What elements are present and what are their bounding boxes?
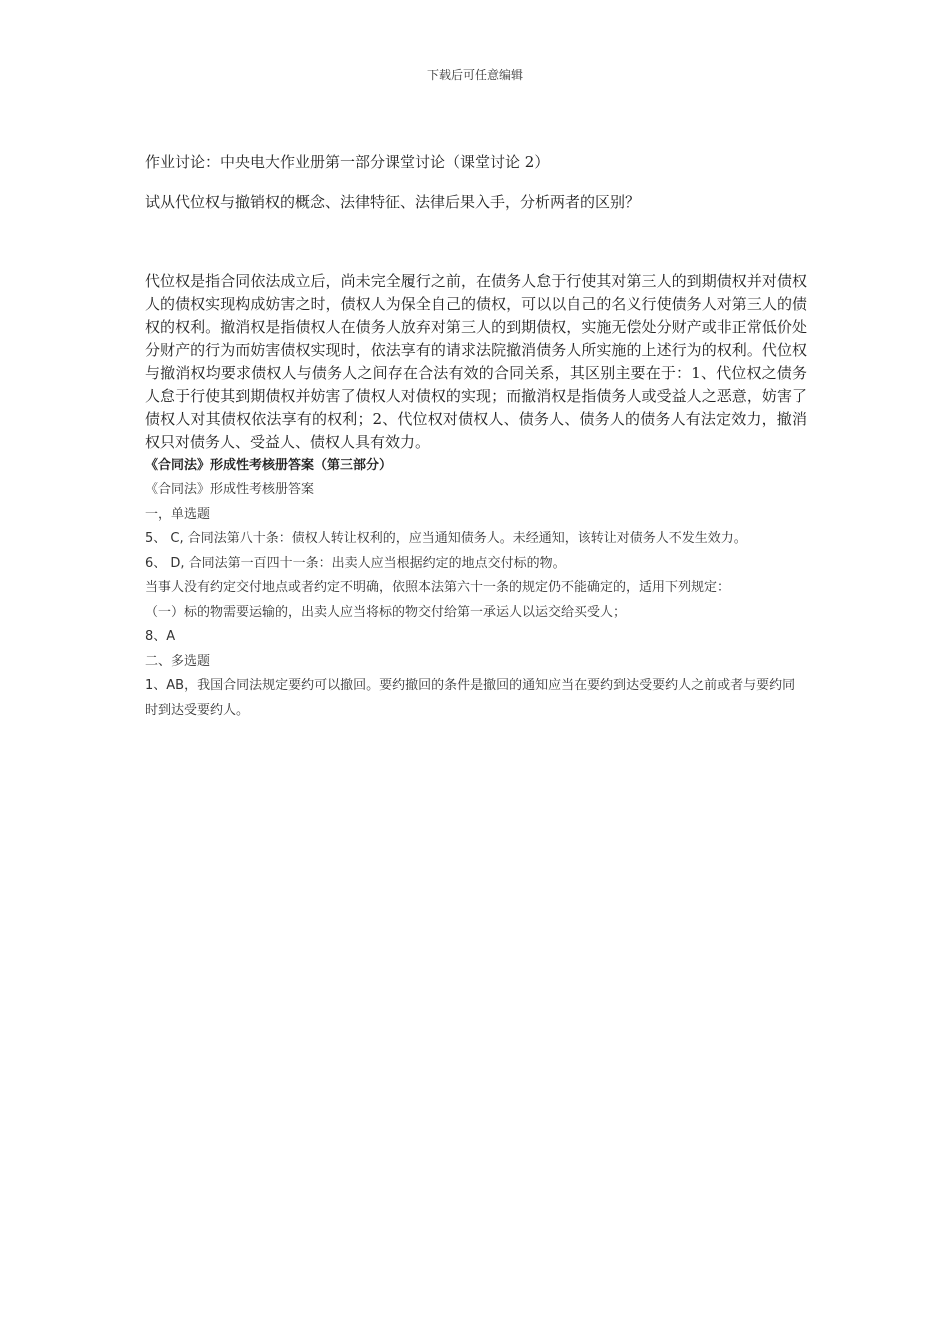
answer-subtitle: 《合同法》形成性考核册答案 <box>145 482 315 497</box>
answer-paragraph: 代位权是指合同依法成立后，尚未完全履行之前，在债务人怠于行使其对第三人的到期债权并对债权人的债权实现构成妨害之时，债权人为保全自己的债权，可以以自己的名义行使债务人对第三人的债权的权利。撤消权是指债权人在债务人放弃对第三人的到期债权，实施无偿处分财产或非正常低价处分财产的行为而妨害债权实现时，依法享有的请求法院撤消债务人所实施的上述行为的权利。代位权与撤消权均要求债权人与债务人之间存在合法有效的合同关系，其区别主要在于：1、代位权之债务人怠于行使其到期债权并妨害了债权人对债权的实现；而撤消权是指债务人或受益人之恶意，妨害了债权人对其债权依法享有的权利；2、代位权对债权人、债务人、债务人的债务人有法定效力，撤消权只对债务人、受益人、债权人具有效力。 <box>145 272 807 451</box>
answer-item-6-rule: （一）标的物需要运输的，出卖人应当将标的物交付给第一承运人以运交给买受人； <box>145 604 627 620</box>
answer-list <box>145 478 807 723</box>
section-heading: 《合同法》形成性考核册答案（第三部分） <box>145 458 393 473</box>
answer-item-6: 6、 D, 合同法第一百四十一条：出卖人应当根据约定的地点交付标的物。 <box>145 555 566 571</box>
answer-item-8: 8、A <box>145 629 176 644</box>
answer-item-5: 5、 C, 合同法第八十条：债权人转让权利的，应当通知债务人。未经通知，该转让对债务人不发生效力。 <box>145 531 747 546</box>
discussion-question: 试从代位权与撤销权的概念、法律特征、法律后果入手，分析两者的区别？ <box>145 193 641 211</box>
single-choice-heading: 一，单选题 <box>145 506 211 522</box>
answer-item-6-detail: 当事人没有约定交付地点或者约定不明确，依照本法第六十一条的规定仍不能确定的，适用下列规定： <box>145 580 731 595</box>
multiple-choice-heading: 二、多选题 <box>145 653 211 669</box>
document-body <box>145 152 807 723</box>
document-title: 作业讨论：中央电大作业册第一部分课堂讨论（课堂讨论 2） <box>145 153 550 171</box>
multi-answer-item-1: 1、AB，我国合同法规定要约可以撤回。要约撤回的条件是撤回的通知应当在要约到达受要约人之前或者与要约同时到达受要约人。 <box>145 678 796 718</box>
page-header-note: 下载后可任意编辑 <box>426 68 523 82</box>
